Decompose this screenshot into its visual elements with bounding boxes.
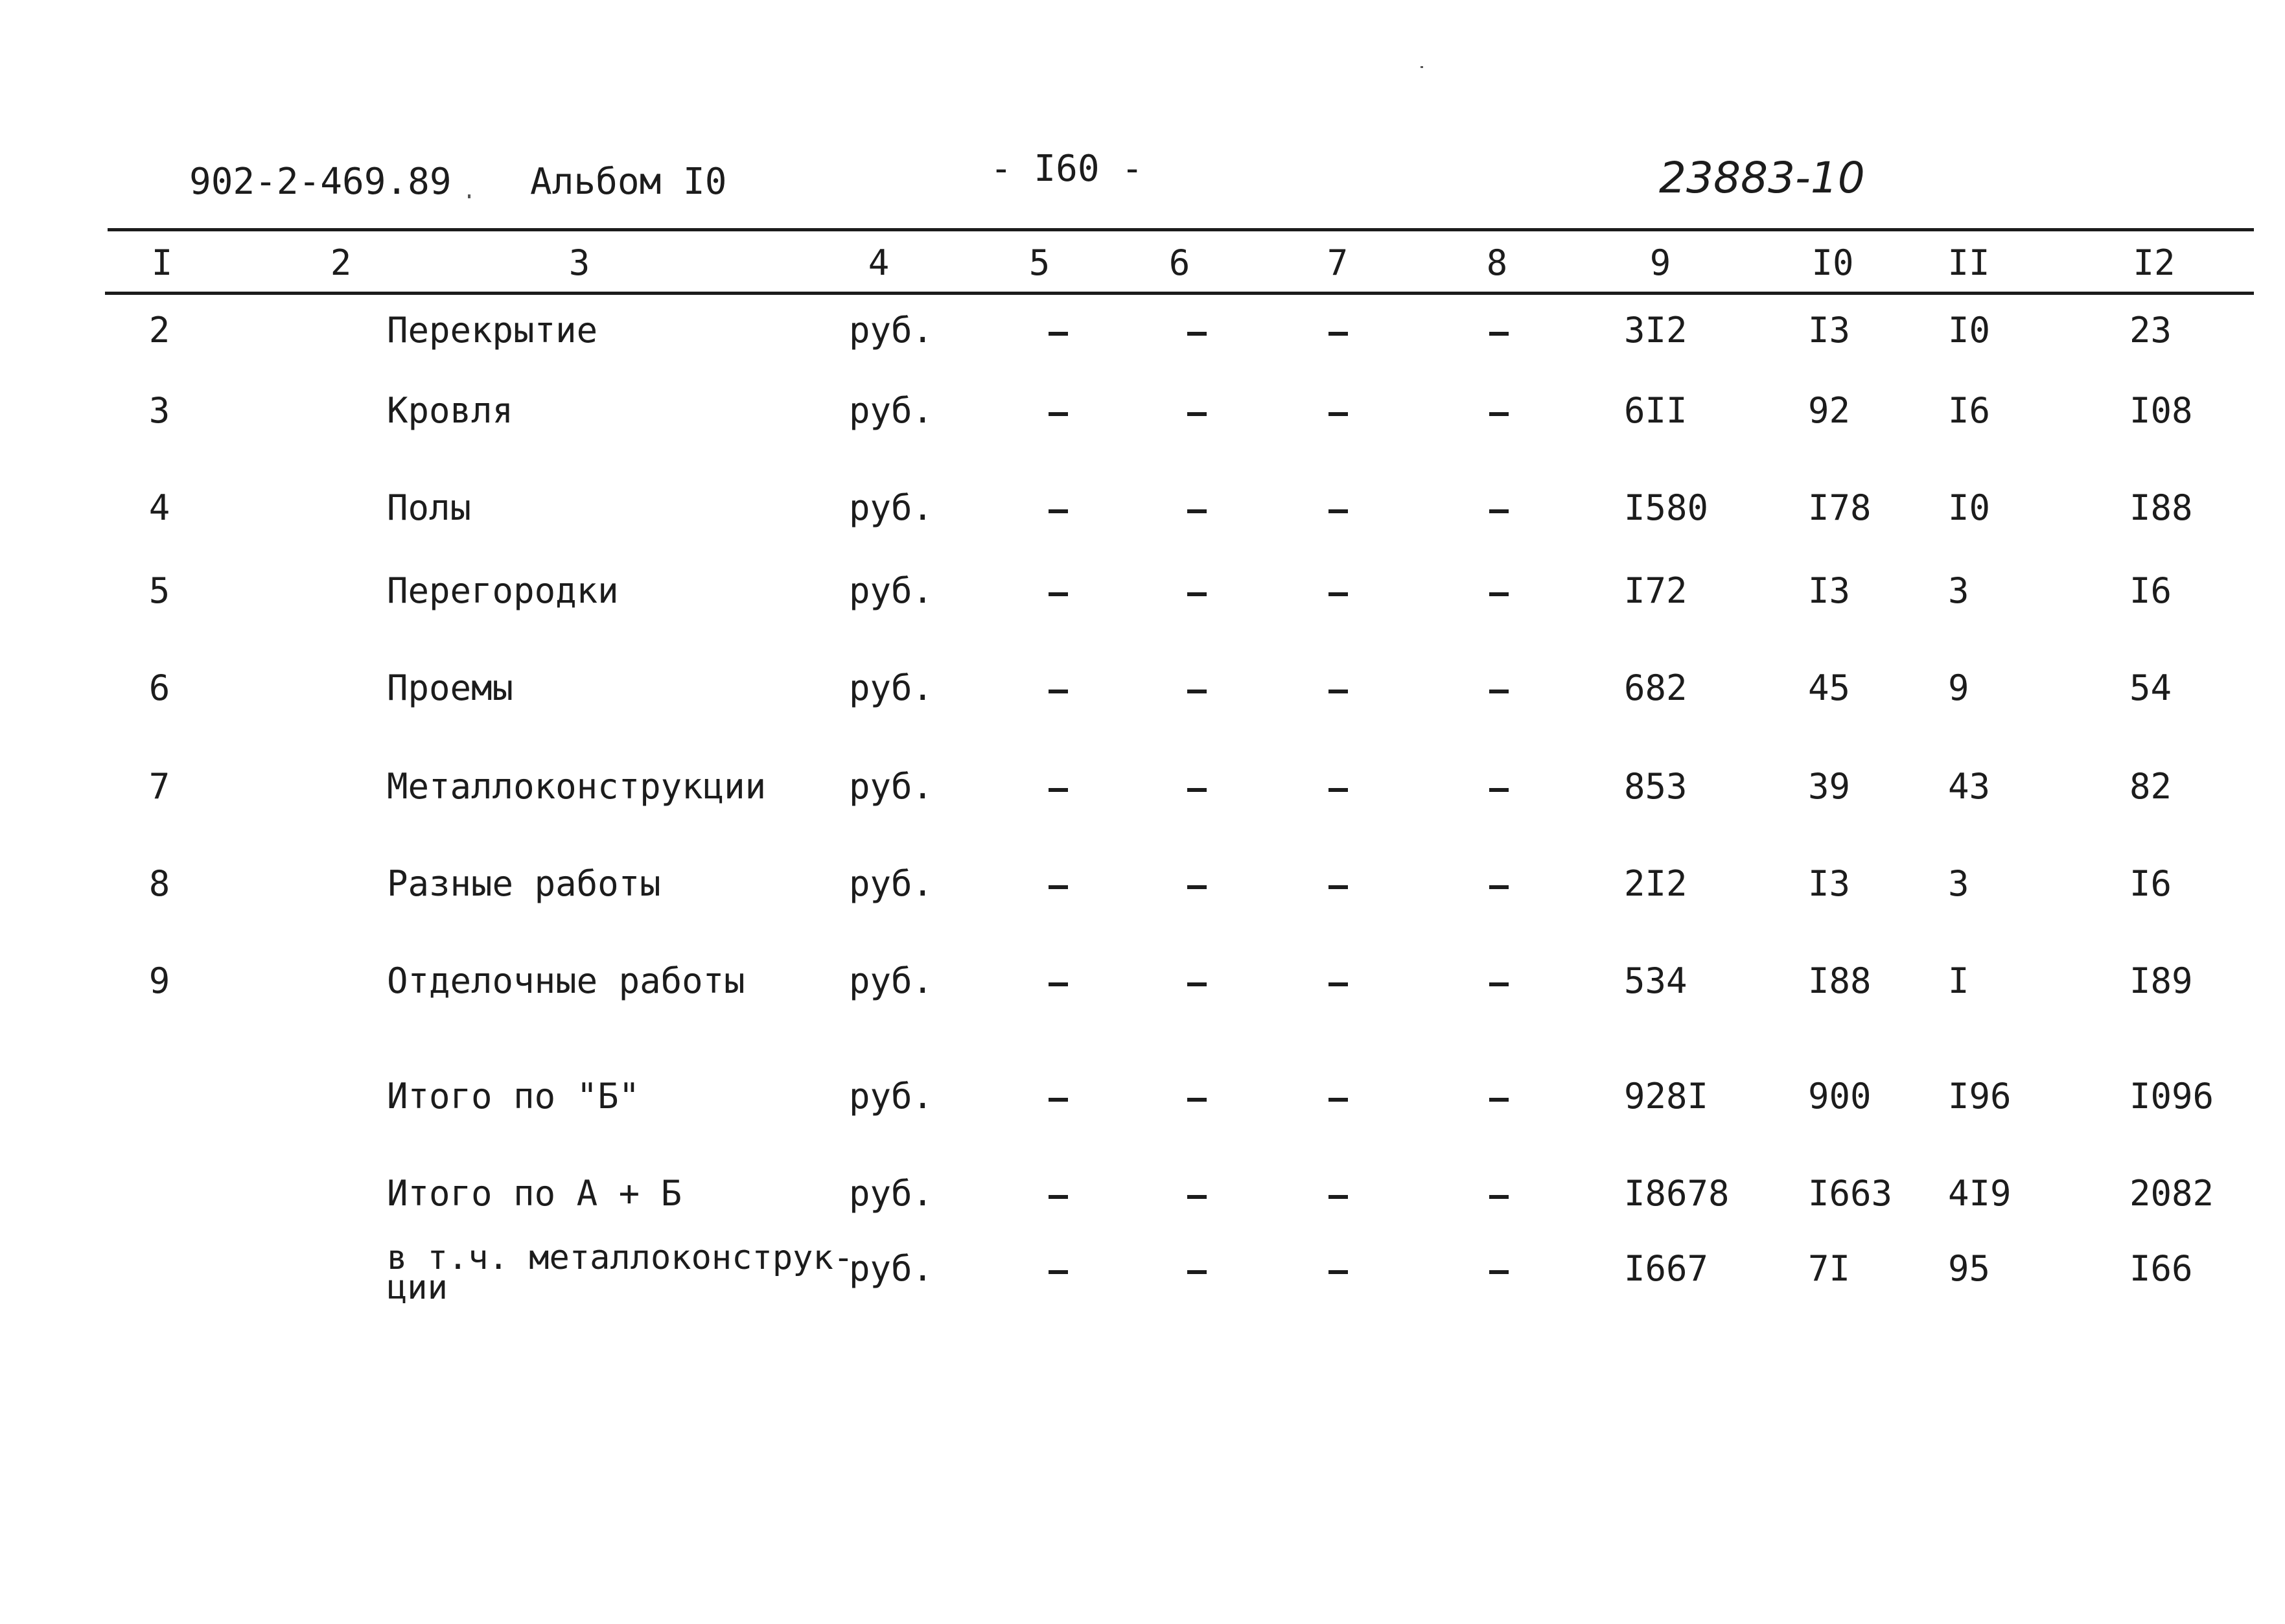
row-unit: руб. xyxy=(849,667,934,708)
empty-dash xyxy=(1328,690,1348,693)
empty-dash xyxy=(1328,509,1348,513)
row-value-c12: I88 xyxy=(2129,487,2193,528)
row-value-c10: 7I xyxy=(1808,1248,1851,1289)
row-number: 8 xyxy=(148,863,170,904)
row-value-c11: 95 xyxy=(1948,1248,1991,1289)
empty-dash xyxy=(1049,509,1068,513)
empty-dash xyxy=(1489,1270,1509,1274)
column-number: 9 xyxy=(1649,242,1671,283)
row-name: Металлоконструкции xyxy=(387,766,767,807)
empty-dash xyxy=(1187,509,1207,513)
page-number: - I60 - xyxy=(990,148,1144,190)
row-value-c9: 3I2 xyxy=(1624,310,1688,351)
row-number: 5 xyxy=(148,570,170,611)
empty-dash xyxy=(1328,1098,1348,1102)
row-name: Полы xyxy=(387,487,472,528)
row-value-c12: I096 xyxy=(2129,1076,2214,1117)
row-value-c12: 23 xyxy=(2129,310,2172,351)
row-unit: руб. xyxy=(849,863,934,904)
row-number: 6 xyxy=(148,667,170,708)
column-number: 4 xyxy=(868,242,890,283)
column-number: 3 xyxy=(568,242,590,283)
column-number: II xyxy=(1947,242,1990,283)
column-number: 2 xyxy=(330,242,352,283)
sheet-number: 23883-10 xyxy=(1659,153,1865,203)
row-value-c10: I3 xyxy=(1808,310,1851,351)
empty-dash xyxy=(1187,592,1207,596)
empty-dash xyxy=(1328,1270,1348,1274)
row-unit: руб. xyxy=(849,960,934,1001)
column-number: I2 xyxy=(2133,242,2175,283)
row-unit: руб. xyxy=(849,1173,934,1214)
empty-dash xyxy=(1049,592,1068,596)
row-value-c10: I3 xyxy=(1808,570,1851,611)
empty-dash xyxy=(1049,788,1068,792)
row-value-c12: I6 xyxy=(2129,863,2172,904)
empty-dash xyxy=(1489,788,1509,792)
row-value-c10: I663 xyxy=(1808,1173,1893,1214)
empty-dash xyxy=(1049,982,1068,986)
row-name: Перекрытие xyxy=(387,310,598,351)
row-value-c12: I89 xyxy=(2129,960,2193,1001)
row-number: 4 xyxy=(148,487,170,528)
row-value-c9: I8678 xyxy=(1624,1173,1730,1214)
row-unit: руб. xyxy=(849,1076,934,1117)
table-header-rule xyxy=(105,292,2254,295)
row-value-c12: 82 xyxy=(2129,766,2172,807)
row-unit: руб. xyxy=(849,570,934,611)
row-value-c11: 9 xyxy=(1948,667,1969,708)
empty-dash xyxy=(1187,788,1207,792)
row-number: 9 xyxy=(148,960,170,1001)
row-name: Кровля xyxy=(387,390,514,431)
empty-dash xyxy=(1187,885,1207,889)
column-number: 7 xyxy=(1327,242,1349,283)
empty-dash xyxy=(1328,885,1348,889)
row-number: 3 xyxy=(148,390,170,431)
row-value-c9: 682 xyxy=(1624,667,1688,708)
empty-dash xyxy=(1187,1195,1207,1199)
empty-dash xyxy=(1489,509,1509,513)
row-name: Итого по "Б" xyxy=(387,1076,640,1117)
row-unit: руб. xyxy=(849,766,934,807)
row-name: Перегородки xyxy=(387,570,619,611)
row-name: Отделочные работы xyxy=(387,960,745,1001)
row-value-c9: 534 xyxy=(1624,960,1688,1001)
row-value-c12: I6 xyxy=(2129,570,2172,611)
table-top-rule xyxy=(108,228,2254,231)
empty-dash xyxy=(1328,592,1348,596)
row-value-c11: I0 xyxy=(1948,487,1991,528)
row-name: Итого по А + Б xyxy=(387,1173,682,1214)
row-name: Проемы xyxy=(387,667,514,708)
empty-dash xyxy=(1489,1098,1509,1102)
row-unit: руб. xyxy=(849,487,934,528)
row-value-c9: I72 xyxy=(1624,570,1688,611)
row-unit: руб. xyxy=(849,1248,934,1289)
empty-dash xyxy=(1328,412,1348,416)
empty-dash xyxy=(1049,1098,1068,1102)
empty-dash xyxy=(1049,412,1068,416)
row-name: Разные работы xyxy=(387,863,661,904)
empty-dash xyxy=(1489,592,1509,596)
row-value-c9: I580 xyxy=(1624,487,1709,528)
album-label: Альбом I0 xyxy=(530,161,727,203)
row-value-c10: 45 xyxy=(1808,667,1851,708)
row-value-c12: I66 xyxy=(2129,1248,2193,1289)
empty-dash xyxy=(1328,1195,1348,1199)
column-number: 6 xyxy=(1168,242,1190,283)
column-number: 5 xyxy=(1028,242,1050,283)
empty-dash xyxy=(1489,332,1509,336)
empty-dash xyxy=(1049,332,1068,336)
empty-dash xyxy=(1049,885,1068,889)
row-value-c10: I78 xyxy=(1808,487,1872,528)
empty-dash xyxy=(1187,690,1207,693)
row-number: 7 xyxy=(148,766,170,807)
row-value-c12: 54 xyxy=(2129,667,2172,708)
row-unit: руб. xyxy=(849,390,934,431)
row-value-c10: I3 xyxy=(1808,863,1851,904)
empty-dash xyxy=(1049,1195,1068,1199)
row-number: 2 xyxy=(148,310,170,351)
row-value-c11: 3 xyxy=(1948,570,1969,611)
row-value-c11: I xyxy=(1948,960,1969,1001)
empty-dash xyxy=(1328,332,1348,336)
row-value-c11: 3 xyxy=(1948,863,1969,904)
row-value-c9: I667 xyxy=(1624,1248,1709,1289)
row-value-c10: 39 xyxy=(1808,766,1851,807)
empty-dash xyxy=(1328,788,1348,792)
row-value-c12: I08 xyxy=(2129,390,2193,431)
row-value-c9: 6II xyxy=(1624,390,1688,431)
row-value-c11: I0 xyxy=(1948,310,1991,351)
empty-dash xyxy=(1489,690,1509,693)
column-number: I0 xyxy=(1811,242,1854,283)
row-value-c11: 4I9 xyxy=(1948,1173,2012,1214)
row-name: в т.ч. металлоконструк- ции xyxy=(387,1238,854,1307)
row-value-c9: 928I xyxy=(1624,1076,1709,1117)
row-value-c10: 92 xyxy=(1808,390,1851,431)
scan-speck xyxy=(1421,66,1423,68)
row-value-c10: 900 xyxy=(1808,1076,1872,1117)
row-value-c11: I96 xyxy=(1948,1076,2012,1117)
row-value-c11: 43 xyxy=(1948,766,1991,807)
column-number: 8 xyxy=(1486,242,1508,283)
row-value-c9: 2I2 xyxy=(1624,863,1688,904)
column-number: I xyxy=(151,242,173,283)
empty-dash xyxy=(1187,332,1207,336)
empty-dash xyxy=(1187,1270,1207,1274)
row-unit: руб. xyxy=(849,310,934,351)
empty-dash xyxy=(1489,885,1509,889)
empty-dash xyxy=(1049,690,1068,693)
empty-dash xyxy=(1187,412,1207,416)
row-value-c10: I88 xyxy=(1808,960,1872,1001)
empty-dash xyxy=(1187,982,1207,986)
empty-dash xyxy=(1489,982,1509,986)
row-value-c9: 853 xyxy=(1624,766,1688,807)
row-value-c11: I6 xyxy=(1948,390,1991,431)
empty-dash xyxy=(1328,982,1348,986)
document-number: 902-2-469.89 xyxy=(189,161,452,203)
empty-dash xyxy=(1049,1270,1068,1274)
empty-dash xyxy=(1489,412,1509,416)
empty-dash xyxy=(1489,1195,1509,1199)
empty-dash xyxy=(1187,1098,1207,1102)
row-value-c12: 2082 xyxy=(2129,1173,2214,1214)
scan-speck xyxy=(468,194,470,198)
